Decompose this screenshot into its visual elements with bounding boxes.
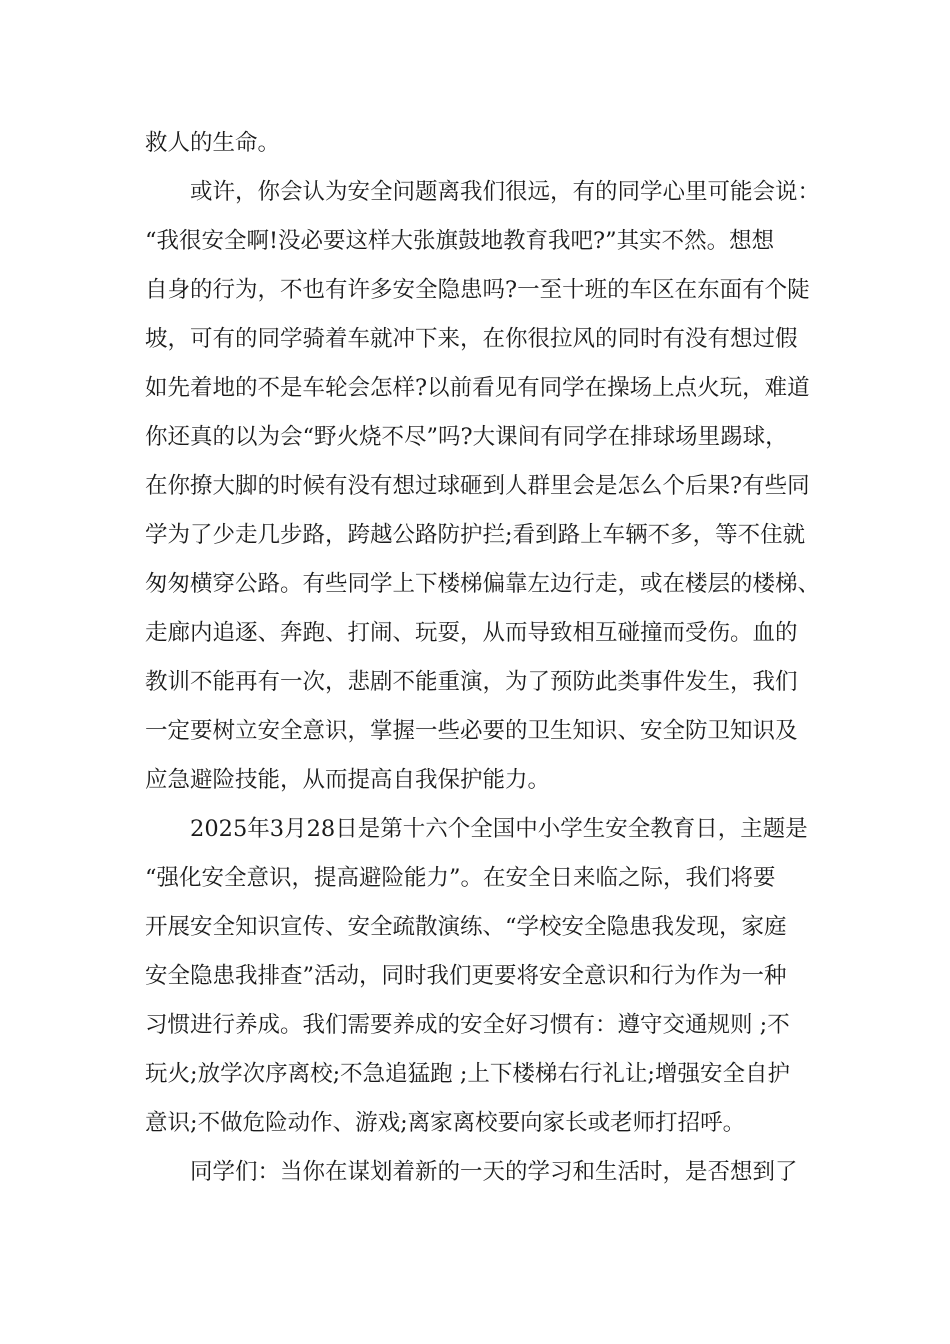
text-line: 或许，你会认为安全问题离我们很远，有的同学心里可能会说： xyxy=(145,179,821,205)
text-line: 如先着地的不是车轮会怎样?以前看见有同学在操场上点火玩，难道 xyxy=(145,375,810,401)
text-line: 一定要树立安全意识，掌握一些必要的卫生知识、安全防卫知识及 xyxy=(145,718,798,744)
text-line: 同学们：当你在谋划着新的一天的学习和生活时，是否想到了 xyxy=(145,1159,798,1185)
text-line: 匆匆横穿公路。有些同学上下楼梯偏靠左边行走，或在楼层的楼梯、 xyxy=(145,571,821,597)
text-line: 应急避险技能，从而提高自我保护能力。 xyxy=(145,767,551,793)
text-line: 救人的生命。 xyxy=(145,130,281,156)
text-line: 玩火;放学次序离校;不急追猛跑 ;上下楼梯右行礼让;增强安全自护 xyxy=(145,1061,790,1087)
text-line: 你还真的以为会“野火烧不尽”吗?大课间有同学在排球场里踢球， xyxy=(145,424,788,450)
text-line: 教训不能再有一次，悲剧不能重演，为了预防此类事件发生，我们 xyxy=(145,669,798,695)
text-line: 习惯进行养成。我们需要养成的安全好习惯有：遵守交通规则 ;不 xyxy=(145,1012,790,1038)
text-line: 坡，可有的同学骑着车就冲下来，在你很拉风的同时有没有想过假 xyxy=(145,326,798,352)
text-line: “强化安全意识，提高避险能力”。在安全日来临之际，我们将要 xyxy=(145,865,776,891)
text-line: 2025年3月28日是第十六个全国中小学生安全教育日，主题是 xyxy=(145,816,808,842)
text-line: 自身的行为，不也有许多安全隐患吗?一至十班的车区在东面有个陡 xyxy=(145,277,810,303)
text-line: 安全隐患我排查”活动，同时我们更要将安全意识和行为作为一种 xyxy=(145,963,787,989)
text-line: 开展安全知识宣传、安全疏散演练、“学校安全隐患我发现，家庭 xyxy=(145,914,787,940)
text-line: “我很安全啊!没必要这样大张旗鼓地教育我吧?”其实不然。想想 xyxy=(145,228,775,254)
text-line: 学为了少走几步路，跨越公路防护拦;看到路上车辆不多，等不住就 xyxy=(145,522,806,548)
text-line: 走廊内追逐、奔跑、打闹、玩耍，从而导致相互碰撞而受伤。血的 xyxy=(145,620,798,646)
text-line: 在你撩大脚的时候有没有想过球砸到人群里会是怎么个后果?有些同 xyxy=(145,473,810,499)
text-line: 意识;不做危险动作、游戏;离家离校要向家长或老师打招呼。 xyxy=(145,1110,746,1136)
